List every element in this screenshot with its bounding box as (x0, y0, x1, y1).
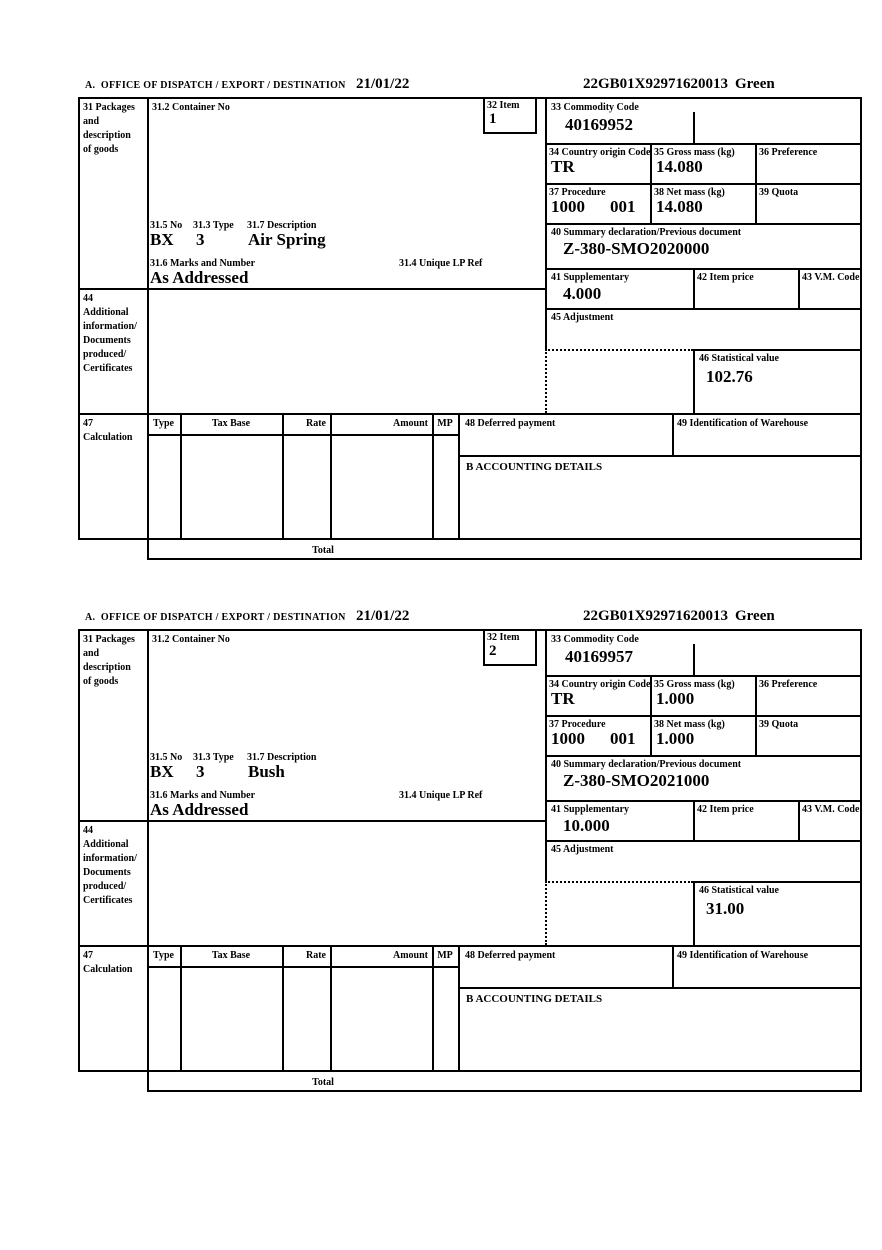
vm-code-label: 43 V.M. Code (802, 272, 860, 283)
grid-line (693, 349, 862, 351)
grid-line (672, 413, 674, 455)
packages-label: 31 Packages (83, 634, 135, 645)
procedure-value-2: 001 (610, 197, 636, 216)
grid-line (180, 413, 182, 538)
calc-header-type: Type (153, 950, 174, 961)
grid-line (693, 881, 695, 945)
grid-line (798, 268, 800, 308)
accounting-details-label: B ACCOUNTING DETAILS (466, 461, 603, 473)
commodity-label: 33 Commodity Code (551, 634, 639, 645)
grid-line (483, 132, 537, 134)
grid-line (458, 945, 460, 1070)
dotted-divider (545, 349, 693, 351)
additional-info-label: 44 (83, 293, 93, 304)
grid-line (147, 966, 460, 968)
package-kind-value: BX (150, 230, 174, 249)
marks-value: As Addressed (150, 800, 249, 819)
packages-label: 31 Packages (83, 102, 135, 113)
item-label: 32 Item (487, 632, 520, 643)
additional-info-label: Certificates (83, 895, 133, 906)
preference-label: 36 Preference (759, 147, 818, 158)
packages-label: of goods (83, 144, 119, 155)
statistical-value: 31.00 (706, 899, 745, 918)
grid-line (535, 97, 537, 134)
calc-header-tax-base: Tax Base (211, 418, 251, 429)
grid-line (545, 223, 862, 225)
net-mass-label: 38 Net mass (kg) (654, 187, 725, 198)
grid-line (545, 308, 862, 310)
grid-line (432, 945, 434, 1070)
calc-header-amount: Amount (392, 950, 428, 961)
grid-line (147, 97, 149, 560)
commodity-code-value: 40169957 (565, 647, 633, 666)
quota-label: 39 Quota (759, 719, 799, 730)
supplementary-label: 41 Supplementary (551, 272, 630, 283)
grid-line (147, 1090, 862, 1092)
grid-line (78, 1070, 862, 1072)
item-number: 2 (489, 643, 497, 659)
package-kind-value: BX (150, 762, 174, 781)
declaration-date: 21/01/22 (356, 76, 410, 92)
grid-line (458, 987, 862, 989)
grid-line (458, 413, 460, 538)
statistical-value: 102.76 (706, 367, 753, 386)
procedure-value-2: 001 (610, 729, 636, 748)
additional-info-label: Additional (83, 839, 129, 850)
description-label: 31.7 Description (247, 220, 317, 231)
grid-line (545, 675, 862, 677)
container-no-label: 31.2 Container No (152, 634, 230, 645)
packages-label: and (83, 648, 100, 659)
dotted-divider (545, 349, 547, 413)
dotted-divider (545, 881, 693, 883)
package-no-label: 31.5 No (150, 220, 183, 231)
previous-document-label: 40 Summary declaration/Previous document (551, 759, 742, 770)
grid-line (545, 755, 862, 757)
routing-status: Green (735, 608, 775, 624)
grid-line (693, 881, 862, 883)
grid-line (282, 413, 284, 538)
grid-line (78, 945, 862, 947)
commodity-subdivision-tick (693, 644, 695, 675)
statistical-label: 46 Statistical value (699, 353, 779, 364)
warehouse-label: 49 Identification of Warehouse (677, 418, 809, 429)
additional-info-label: information/ (83, 321, 137, 332)
grid-line (147, 434, 460, 436)
additional-info-label: 44 (83, 825, 93, 836)
grid-line (535, 629, 537, 666)
quota-label: 39 Quota (759, 187, 799, 198)
grid-line (483, 97, 485, 134)
grid-line (78, 629, 80, 1072)
grid-line (78, 97, 862, 99)
item-number: 1 (489, 111, 497, 127)
additional-info-label: produced/ (83, 349, 127, 360)
grid-line (755, 675, 757, 757)
lp-ref-label: 31.4 Unique LP Ref (399, 790, 483, 801)
package-type-label: 31.3 Type (193, 752, 234, 763)
grid-line (483, 664, 537, 666)
declaration-reference: 22GB01X92971620013 (583, 608, 729, 624)
container-no-label: 31.2 Container No (152, 102, 230, 113)
marks-label: 31.6 Marks and Number (150, 790, 256, 801)
deferred-payment-label: 48 Deferred payment (465, 950, 556, 961)
grid-line (545, 268, 862, 270)
grid-line (860, 629, 862, 1092)
commodity-subdivision-tick (693, 112, 695, 143)
supplementary-label: 41 Supplementary (551, 804, 630, 815)
package-type-value: 3 (196, 230, 205, 249)
grid-line (78, 97, 80, 540)
calculation-label: 47 (83, 950, 93, 961)
additional-info-label: Documents (83, 867, 131, 878)
grid-line (545, 183, 862, 185)
grid-line (78, 413, 862, 415)
warehouse-label: 49 Identification of Warehouse (677, 950, 809, 961)
deferred-payment-label: 48 Deferred payment (465, 418, 556, 429)
grid-line (330, 413, 332, 538)
previous-document-value: Z-380-SMO2021000 (563, 771, 710, 790)
declaration-reference: 22GB01X92971620013 (583, 76, 729, 92)
accounting-details-label: B ACCOUNTING DETAILS (466, 993, 603, 1005)
preference-label: 36 Preference (759, 679, 818, 690)
lp-ref-label: 31.4 Unique LP Ref (399, 258, 483, 269)
office-of-dispatch-label: A. OFFICE OF DISPATCH / EXPORT / DESTINATION (85, 80, 346, 91)
grid-line (545, 143, 862, 145)
procedure-value: 1000 (551, 729, 585, 748)
additional-info-label: Additional (83, 307, 129, 318)
additional-info-label: information/ (83, 853, 137, 864)
grid-line (458, 455, 862, 457)
grid-line (545, 800, 862, 802)
grid-line (282, 945, 284, 1070)
grid-line (483, 629, 485, 666)
supplementary-value: 10.000 (563, 816, 610, 835)
grid-line (672, 945, 674, 987)
declaration-date: 21/01/22 (356, 608, 410, 624)
grid-line (78, 629, 862, 631)
grid-line (798, 800, 800, 840)
net-mass-value: 1.000 (656, 729, 695, 748)
grid-line (545, 840, 862, 842)
calc-header-mp: MP (437, 418, 453, 429)
previous-document-value: Z-380-SMO2020000 (563, 239, 710, 258)
item-price-label: 42 Item price (697, 804, 754, 815)
origin-label: 34 Country origin Code (549, 679, 651, 690)
adjustment-label: 45 Adjustment (551, 844, 614, 855)
additional-info-label: produced/ (83, 881, 127, 892)
grid-line (693, 268, 695, 308)
packages-label: and (83, 116, 100, 127)
item-label: 32 Item (487, 100, 520, 111)
additional-info-label: Certificates (83, 363, 133, 374)
vm-code-label: 43 V.M. Code (802, 804, 860, 815)
calc-header-type: Type (153, 418, 174, 429)
goods-description-value: Air Spring (248, 230, 326, 249)
description-label: 31.7 Description (247, 752, 317, 763)
item-block-1 (0, 0, 882, 592)
commodity-code-value: 40169952 (565, 115, 633, 134)
gross-mass-value: 14.080 (656, 157, 703, 176)
additional-info-label: Documents (83, 335, 131, 346)
grid-line (860, 97, 862, 560)
item-price-label: 42 Item price (697, 272, 754, 283)
grid-line (693, 349, 695, 413)
goods-description-value: Bush (248, 762, 285, 781)
grid-line (755, 143, 757, 225)
gross-mass-label: 35 Gross mass (kg) (654, 147, 735, 158)
total-label: Total (312, 1077, 334, 1088)
grid-line (330, 945, 332, 1070)
grid-line (432, 413, 434, 538)
package-type-label: 31.3 Type (193, 220, 234, 231)
supplementary-value: 4.000 (563, 284, 602, 303)
calc-header-rate: Rate (306, 418, 326, 429)
packages-label: description (83, 662, 131, 673)
grid-line (545, 629, 547, 883)
calc-header-tax-base: Tax Base (211, 950, 251, 961)
net-mass-label: 38 Net mass (kg) (654, 719, 725, 730)
procedure-label: 37 Procedure (549, 719, 606, 730)
procedure-label: 37 Procedure (549, 187, 606, 198)
statistical-label: 46 Statistical value (699, 885, 779, 896)
package-no-label: 31.5 No (150, 752, 183, 763)
gross-mass-value: 1.000 (656, 689, 695, 708)
marks-label: 31.6 Marks and Number (150, 258, 256, 269)
total-label: Total (312, 545, 334, 556)
calculation-label: 47 (83, 418, 93, 429)
grid-line (693, 800, 695, 840)
office-of-dispatch-label: A. OFFICE OF DISPATCH / EXPORT / DESTINATION (85, 612, 346, 623)
procedure-value: 1000 (551, 197, 585, 216)
gross-mass-label: 35 Gross mass (kg) (654, 679, 735, 690)
packages-label: description (83, 130, 131, 141)
calculation-label: Calculation (83, 964, 133, 975)
routing-status: Green (735, 76, 775, 92)
origin-value: TR (551, 689, 575, 708)
calc-header-rate: Rate (306, 950, 326, 961)
item-block-2 (0, 532, 882, 1124)
grid-line (545, 97, 547, 351)
dotted-divider (545, 881, 547, 945)
previous-document-label: 40 Summary declaration/Previous document (551, 227, 742, 238)
adjustment-label: 45 Adjustment (551, 312, 614, 323)
marks-value: As Addressed (150, 268, 249, 287)
calc-header-amount: Amount (392, 418, 428, 429)
net-mass-value: 14.080 (656, 197, 703, 216)
packages-label: of goods (83, 676, 119, 687)
calc-header-mp: MP (437, 950, 453, 961)
package-type-value: 3 (196, 762, 205, 781)
grid-line (147, 629, 149, 1092)
origin-value: TR (551, 157, 575, 176)
grid-line (180, 945, 182, 1070)
commodity-label: 33 Commodity Code (551, 102, 639, 113)
origin-label: 34 Country origin Code (549, 147, 651, 158)
grid-line (545, 715, 862, 717)
calculation-label: Calculation (83, 432, 133, 443)
